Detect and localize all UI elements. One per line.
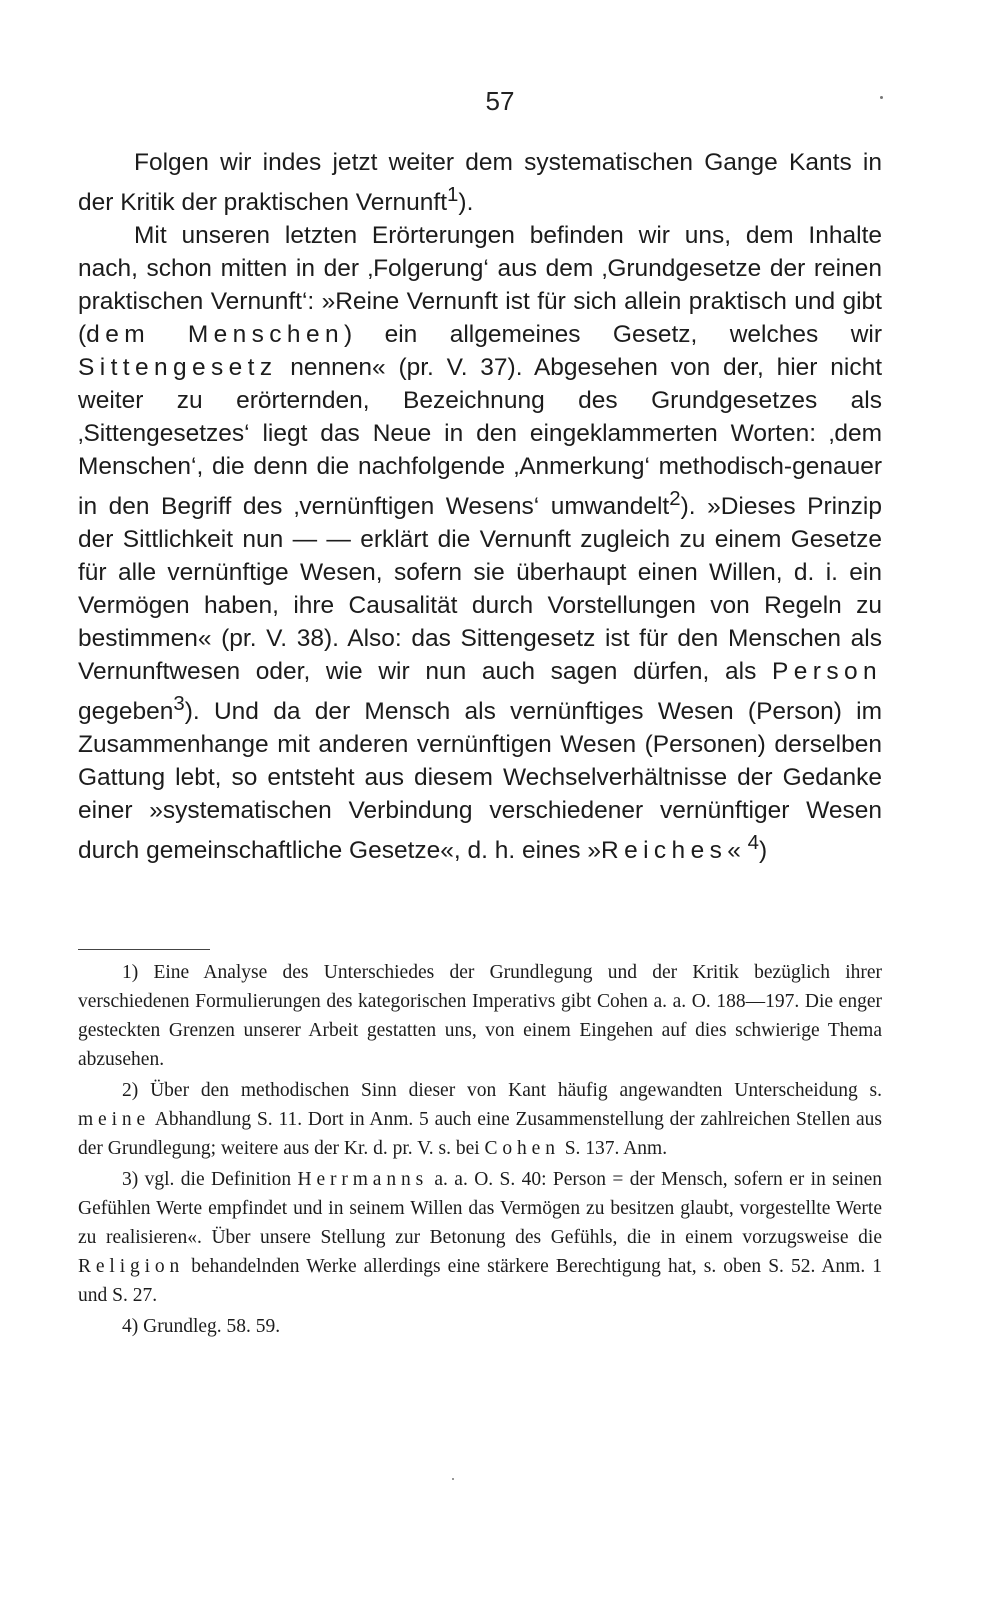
paragraph-2-text-h: ) [759,837,768,865]
paragraph-2-text-g: « [727,837,748,865]
footnote-ref-2[interactable]: 2 [669,488,681,511]
footnote-2-text-a: 2) Über den methodischen Sinn dieser von Kant häufig angewandten Unterscheidung s. [122,1080,882,1101]
paragraph-2-text-b: ) ein allgemeines Gesetz, welches wir [343,321,882,349]
paragraph-2-text-a: Mit unseren letzten Erörterungen befinden wir uns, dem Inhalte nach, schon mitten in der ‚Folgerung‘ aus dem ‚Grundgesetze der reinen praktischen Vernunft‘: »Reine Vernunft ist für sich allein praktisch und gibt ( [78,222,882,349]
footnote-4: 4) Grundleg. 58. 59. [122,1316,281,1337]
spaced-meine: meine [78,1109,151,1130]
spaced-sittengesetz: Sittengesetz [78,354,278,382]
footnote-ref-4[interactable]: 4 [747,832,760,855]
footnote-3-text-b: a. a. O. S. 40: Person = der Mensch, sofern er in seinen Gefühlen Werte empfindet und in seinem Willen das Vermögen zu besitzen glaubt, vorgestellte Werte zu realisieren«. Über unsere Stellung zur Betonung des Gefühls, die in einem vorzugsweise die [78,1169,883,1248]
spaced-herrmanns: Herrmanns [297,1169,429,1190]
spaced-person: Person [772,658,882,686]
paragraph-2-text-e: gegeben [78,698,174,726]
paragraph-1-end: ). [458,189,474,217]
paragraph-1 [78,146,882,219]
footnote-2-text-b: Abhandlung S. 11. Dort in Anm. 5 auch eine Zusammenstellung der zahlreichen Stellen aus der Grundlegung; weitere aus der Kr. d. pr. V. s. bei [78,1109,882,1159]
spaced-religion: Religion [78,1256,185,1277]
main-text [78,146,882,868]
footnote-1: 1) Eine Analyse des Unterschiedes der Grundlegung und der Kritik bezüglich ihrer verschiedenen Formulierungen des kategorischen Imperativs gibt Cohen a. a. O. 188—197. Die enger gesteckten Grenzen unserer Arbeit gestatten uns, von einem Eingehen auf dies schwierige Thema abzusehen. [78,962,882,1070]
footnote-ref-1[interactable]: 1 [447,184,459,206]
paragraph-2-text-d: ). »Dieses Prinzip der Sittlichkeit nun — — erklärt die Vernunft zugleich zu einem Gesetze für alle vernünftige Wesen, sofern sie überhaupt einen Willen, d. i. ein Vermögen haben, ihre Causalität durch Vorstellungen von Regeln zu bestimmen« (pr. V. 38). Also: das Sittengesetz ist für den Menschen als Vernunftwesen oder, wie wir nun auch sagen dürfen, als [78,493,882,686]
spaced-cohen: Cohen [484,1138,560,1159]
spaced-dem-menschen: dem Menschen [86,321,344,349]
spaced-reiches: Reiches [600,837,728,865]
footnote-2 [78,1076,882,1163]
paper-speck [880,96,883,99]
footnotes [78,958,882,1343]
footnote-3-text-a: 3) vgl. die Definition [122,1169,298,1190]
footnote-3 [78,1165,882,1310]
footnote-3-text-c: behandelnden Werke allerdings eine stärkere Berechtigung hat, s. oben S. 52. Anm. 1 und S. 27. [78,1256,882,1306]
paragraph-2 [78,219,882,867]
paper-speck [452,1478,454,1480]
footnote-ref-3[interactable]: 3 [173,693,185,716]
paragraph-1-text: Folgen wir indes jetzt weiter dem systematischen Gange Kants in der Kritik der praktischen Vernunft [78,149,882,217]
paragraph-2-text-f: ). Und da der Mensch als vernünftiges Wesen (Person) im Zusammenhange mit anderen vernünftigen Wesen (Personen) derselben Gattung lebt, so entsteht aus diesem Wechselverhältnisse der Gedanke einer »systematischen Verbindung verschiedener vernünftiger Wesen durch gemeinschaftliche Gesetze«, d. h. eines » [78,698,882,865]
paragraph-2-text-c: nennen« (pr. V. 37). Abgesehen von der, hier nicht weiter zu erörternden, Bezeichnung des Grundgesetzes als ‚Sittengesetzes‘ liegt das Neue in den eingeklammerten Worten: ‚dem Menschen‘, die denn die nachfolgende ‚Anmerkung‘ methodisch-genauer in den Begriff des ‚vernünftigen Wesens‘ umwandelt [78,354,882,521]
footnote-2-text-c: S. 137. Anm. [559,1138,668,1159]
page-number: 57 [485,86,515,116]
footnote-divider [78,949,210,950]
